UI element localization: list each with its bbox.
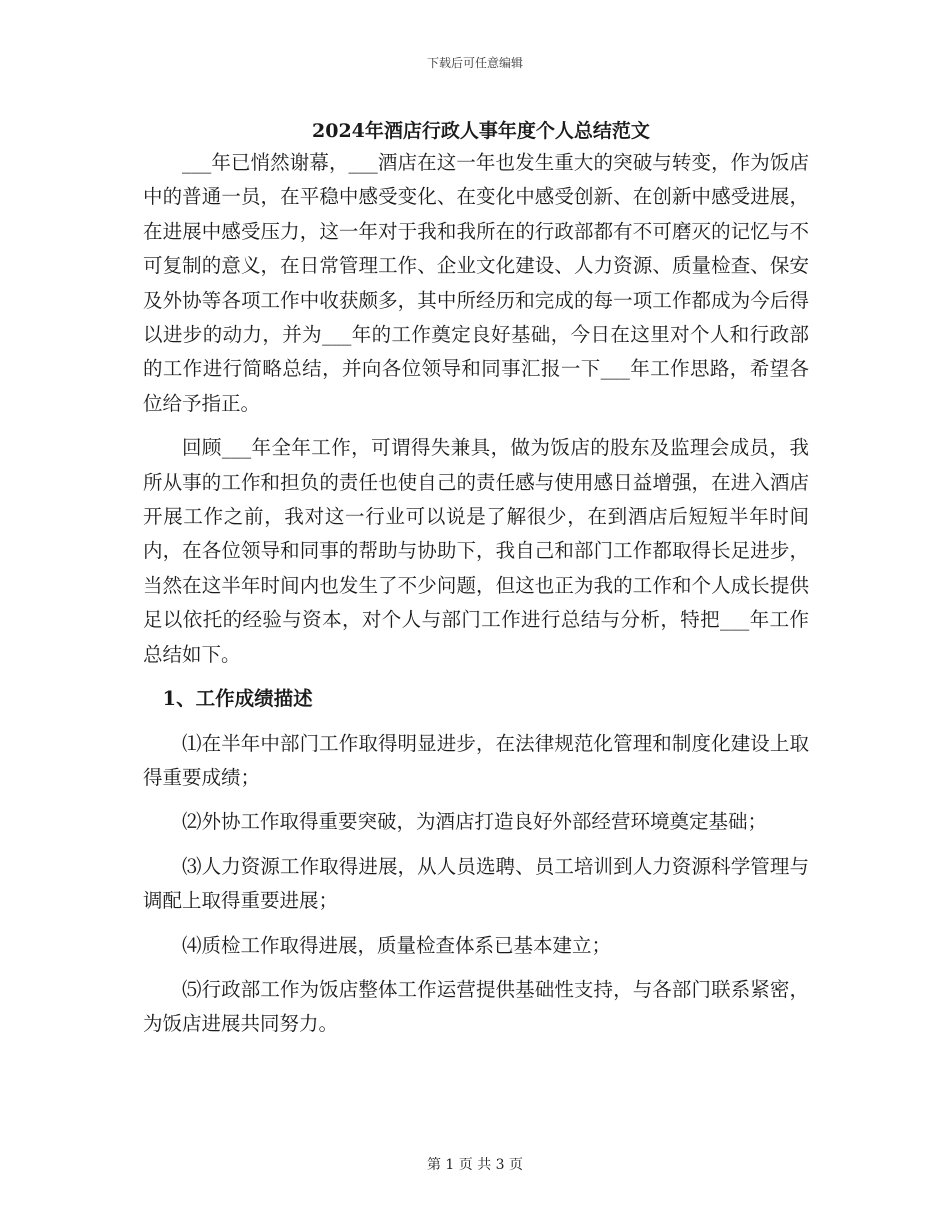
document-title: 2024年酒店行政人事年度个人总结范文 bbox=[312, 120, 650, 142]
achievement-item-1: ⑴在半年中部门工作取得明显进步，在法律规范化管理和制度化建设上取得重要成绩； bbox=[143, 731, 809, 789]
section-heading: 1、工作成绩描述 bbox=[162, 687, 313, 711]
achievement-item-4: ⑷质检工作取得进展，质量检查体系已基本建立； bbox=[182, 933, 612, 957]
page-number-footer: 第 1 页 共 3 页 bbox=[426, 1157, 524, 1173]
achievement-item-5: ⑸行政部工作为饭店整体工作运营提供基础性支持，与各部门联系紧密，为饭店进展共同努力。 bbox=[143, 977, 809, 1036]
header-note: 下载后可任意编辑 bbox=[426, 56, 523, 70]
document-body bbox=[143, 146, 809, 1052]
intro-paragraph-1: ___年已悄然谢幕，___酒店在这一年也发生重大的突破与转变，作为饭店中的普通一员，在平稳中感受变化、在变化中感受创新、在创新中感受进展，在进展中感受压力，这一年对于我和我所在的行政部都有不可磨灭的记忆与不可复制的意义，在日常管理工作、企业文化建设、人力资源、质量检查、保安及外协等各项工作中收获颇多，其中所经历和完成的每一项工作都成为今后得以进步的动力，并为___年的工作奠定良好基础，今日在这里对个人和行政部的工作进行简略总结，并向各位领导和同事汇报一下___年工作思路，希望各位给予指正。 bbox=[143, 151, 809, 415]
intro-paragraph-2: 回顾___年全年工作，可谓得失兼具，做为饭店的股东及监理会成员，我所从事的工作和担负的责任也使自己的责任感与使用感日益增强，在进入酒店开展工作之前，我对这一行业可以说是了解很少，在到酒店后短短半年时间内，在各位领导和同事的帮助与协助下，我自己和部门工作都取得长足进步，当然在这半年时间内也发生了不少问题，但这也正为我的工作和个人成长提供足以依托的经验与资本，对个人与部门工作进行总结与分析，特把___年工作总结如下。 bbox=[143, 436, 809, 666]
achievement-item-2: ⑵外协工作取得重要突破，为酒店打造良好外部经营环境奠定基础； bbox=[182, 810, 768, 834]
achievement-item-3: ⑶人力资源工作取得进展，从人员选聘、员工培训到人力资源科学管理与调配上取得重要进展； bbox=[143, 854, 809, 913]
